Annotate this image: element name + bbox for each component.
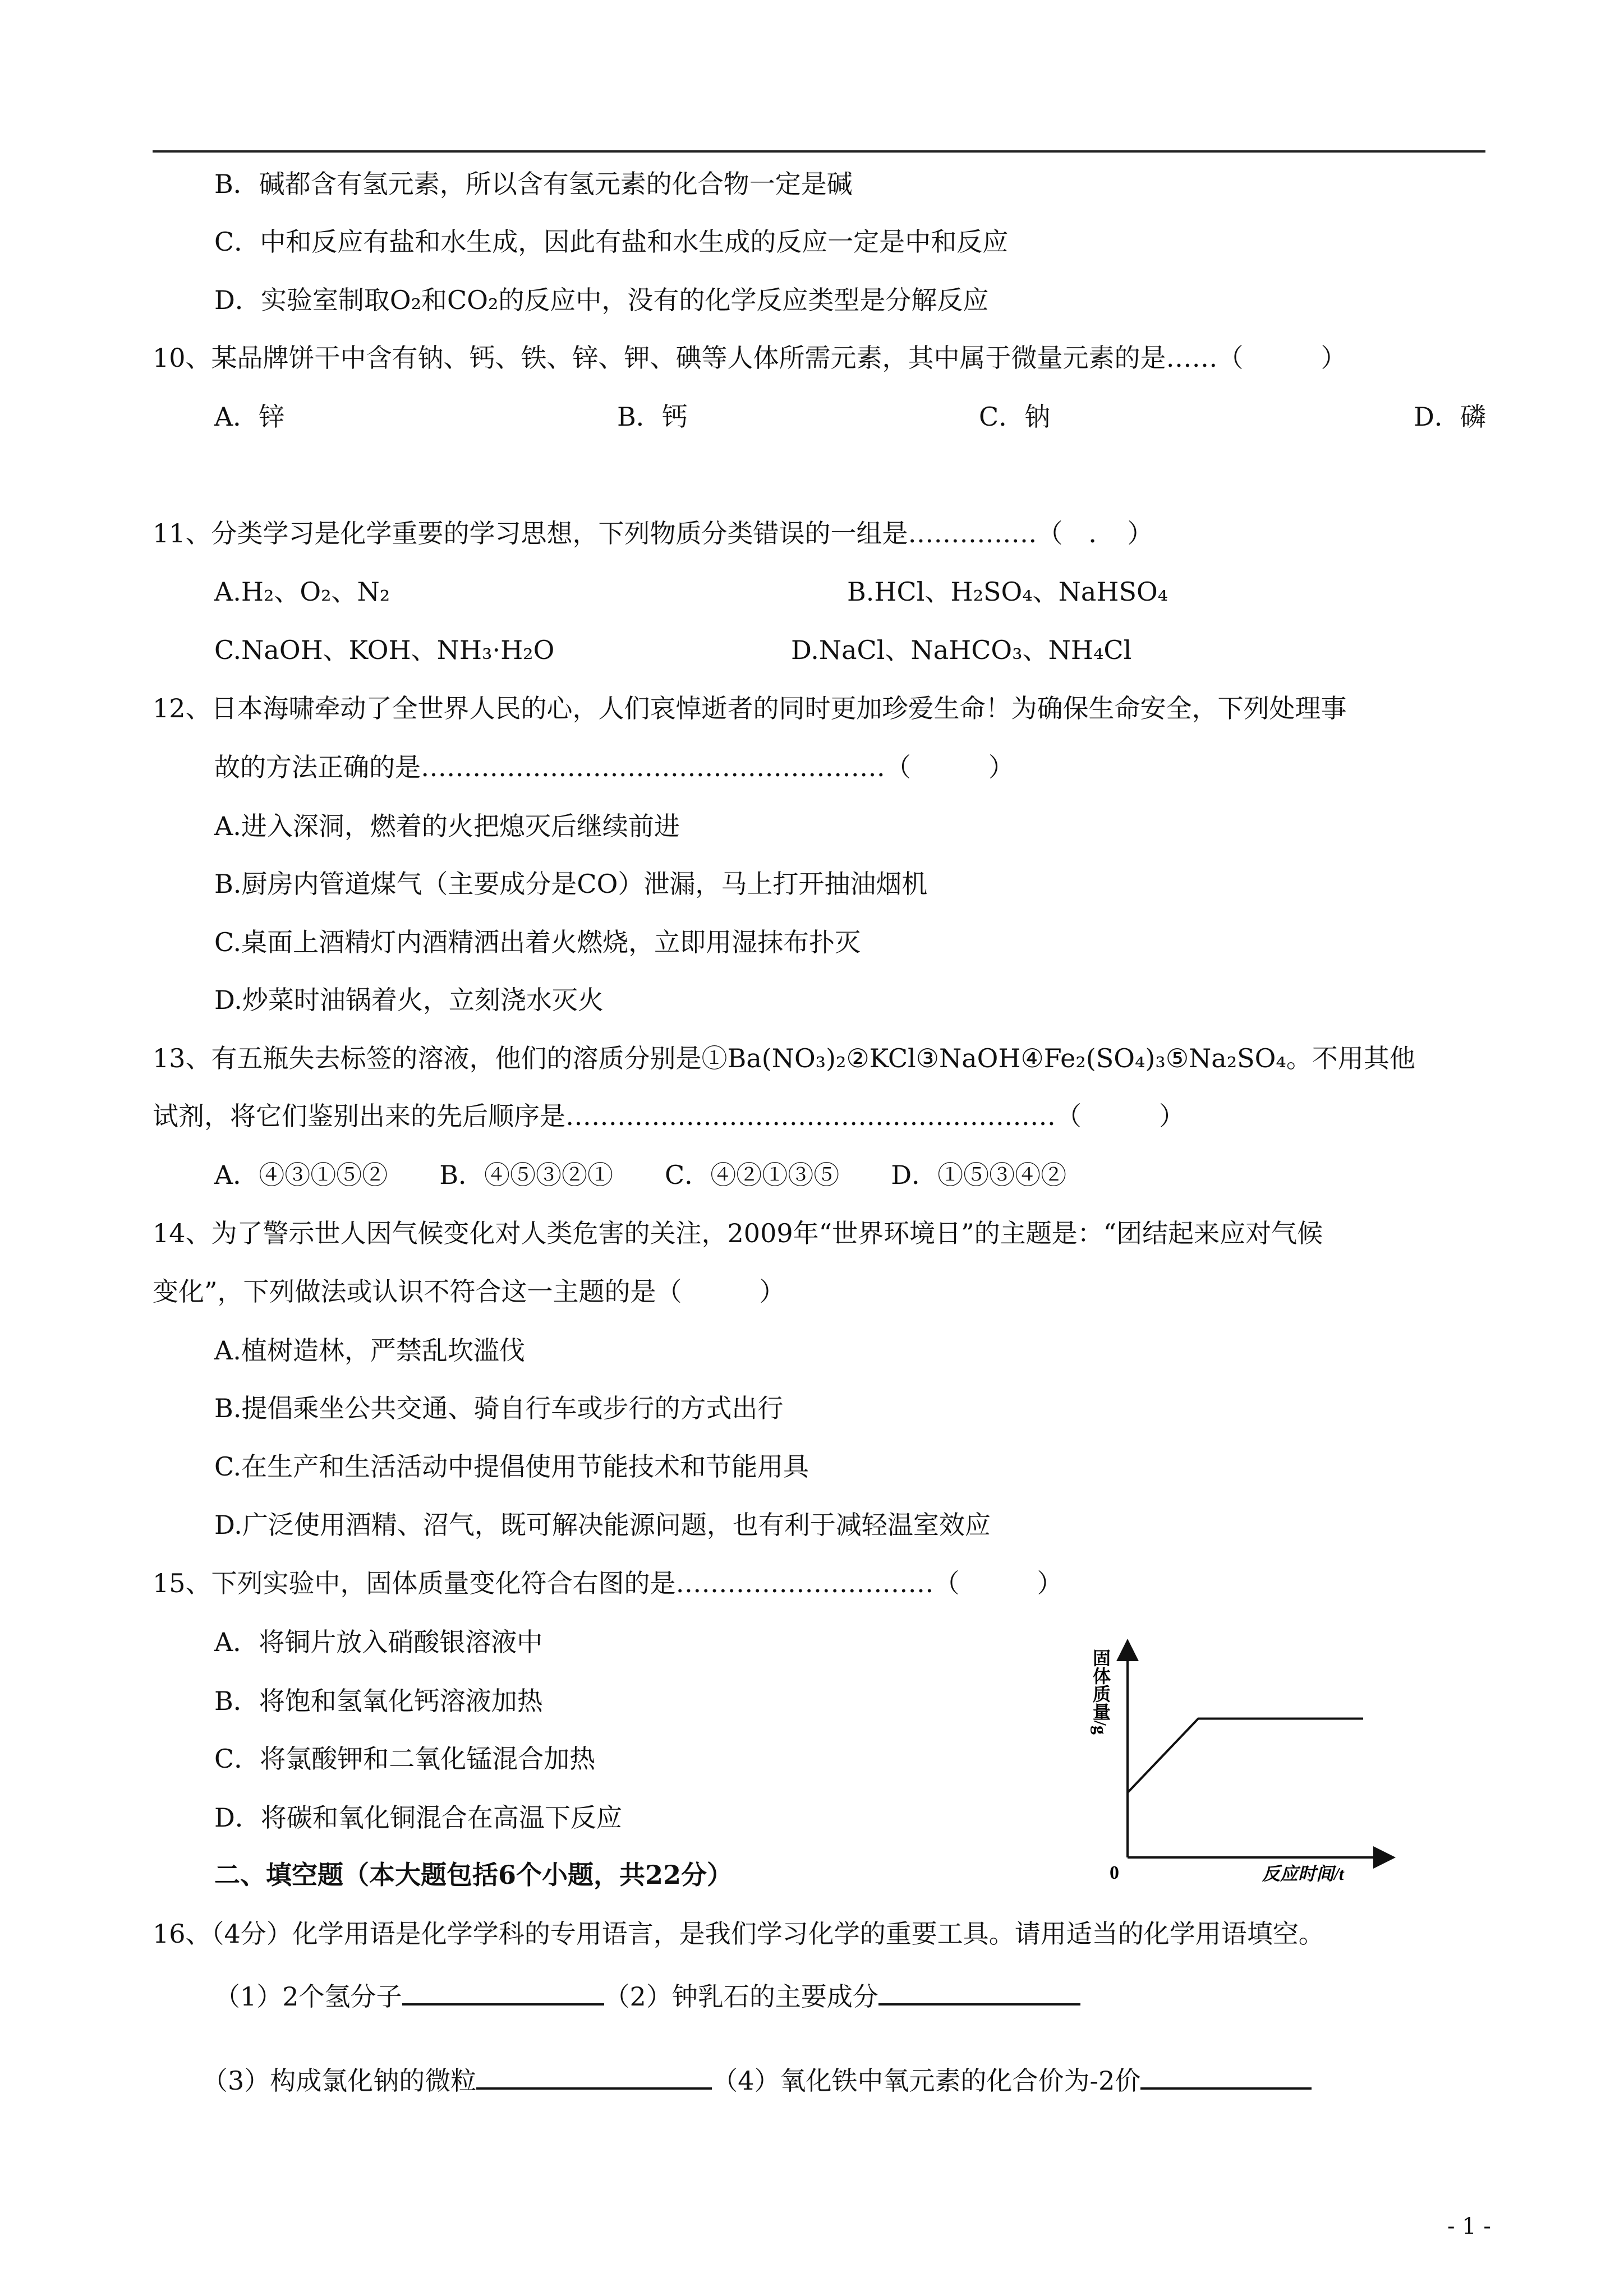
q9-option-b: B．碱都含有氢元素，所以含有氢元素的化合物一定是碱 [214,169,853,199]
q11-option-d: D.NaCl、NaHCO₃、NH₄Cl [791,635,1132,665]
question-12-cont: 故的方法正确的是………………………………………………（ ） [214,752,1014,782]
q10-option-c: C．钠 [979,402,1051,432]
q11-option-a: A.H₂、O₂、N₂ [214,577,390,607]
q15-option-d: D．将碳和氧化铜混合在高温下反应 [214,1802,622,1833]
q16-part-2-blank[interactable] [878,1980,1080,2005]
q14-option-a: A.植树造林，严禁乱坎滥伐 [214,1335,525,1366]
question-14: 14、为了警示世人因气候变化对人类危害的关注，2009年“世界环境日”的主题是：“团结起来应对气候 [153,1218,1323,1248]
q12-option-d: D.炒菜时油锅着火，立刻浇水灭火 [214,985,604,1015]
q15-option-b: B．将饱和氢氧化钙溶液加热 [214,1686,543,1716]
q16-part-2-label: （2）钟乳石的主要成分 [604,1981,878,2012]
y-axis-label: 固体质量/g [1091,1649,1111,1735]
q16-part-1 [214,1980,1080,2012]
question-12: 12、日本海啸牵动了全世界人民的心，人们哀悼逝者的同时更加珍爱生命！为确保生命安全，下列处理事 [153,693,1347,723]
q16-part-3 [202,2064,1312,2094]
q16-part-3-blank[interactable] [476,2064,712,2090]
q13-options: A．④③①⑤② B．④⑤③②① C．④②①③⑤ D．①⑤③④② [214,1160,1067,1190]
q15-option-a: A．将铜片放入硝酸银溶液中 [214,1627,543,1657]
q16-part-1-label: （1）2个氢分子 [214,1981,402,2012]
q10-option-a: A．锌 [214,402,285,432]
question-13-cont: 试剂，将它们鉴别出来的先后顺序是…………………………………………………（ ） [153,1101,1185,1131]
mass-time-graph [1091,1638,1397,1884]
q14-option-c: C.在生产和生活活动中提倡使用节能技术和节能用具 [214,1451,809,1482]
question-13: 13、有五瓶失去标签的溶液，他们的溶质分别是①Ba(NO₃)₂②KCl③NaOH④Fe₂(SO₄)₃⑤Na₂SO₄。不用其他 [153,1043,1415,1073]
question-14-cont: 变化”，下列做法或认识不符合这一主题的是（ ） [153,1276,785,1307]
question-16: 16、（4分）化学用语是化学学科的专用语言，是我们学习化学的重要工具。请用适当的化学用语填空。 [153,1919,1324,1949]
q11-option-c: C.NaOH、KOH、NH₃·H₂O [214,635,555,665]
section-2-heading: 二、填空题（本大题包括6个小题，共22分） [214,1860,733,1890]
header-rule [153,150,1485,153]
origin-label: 0 [1110,1862,1119,1883]
q16-part-4-blank[interactable] [1140,2064,1312,2090]
question-11: 11、分类学习是化学重要的学习思想，下列物质分类错误的一组是……………（ ． ） [153,518,1153,548]
question-15: 15、下列实验中，固体质量变化符合右图的是…………………………（ ） [153,1568,1063,1598]
q16-part-1-blank[interactable] [402,1980,604,2005]
q12-option-a: A.进入深洞，燃着的火把熄灭后继续前进 [214,811,680,841]
q12-option-b: B.厨房内管道煤气（主要成分是CO）泄漏，马上打开抽油烟机 [214,869,928,899]
q10-option-d: D．磷 [1414,402,1486,432]
q12-option-c: C.桌面上酒精灯内酒精洒出着火燃烧，立即用湿抹布扑灭 [214,927,861,957]
q9-option-d: D．实验室制取O₂和CO₂的反应中，没有的化学反应类型是分解反应 [214,285,989,315]
question-10: 10、某品牌饼干中含有钠、钙、铁、锌、钾、碘等人体所需元素，其中属于微量元素的是……（ ） [153,343,1347,373]
mass-curve [1128,1719,1363,1793]
q16-part-4-label: （4）氧化铁中氧元素的化合价为-2价 [712,2066,1141,2096]
x-axis-label: 反应时间/t [1262,1864,1344,1884]
page-number: - 1 - [1447,2214,1491,2239]
q9-option-c: C．中和反应有盐和水生成，因此有盐和水生成的反应一定是中和反应 [214,227,1009,257]
q11-option-b: B.HCl、H₂SO₄、NaHSO₄ [847,577,1168,607]
q10-option-b: B．钙 [617,402,688,432]
q16-part-3-label: （3）构成氯化钠的微粒 [202,2066,477,2096]
q14-option-d: D.广泛使用酒精、沼气，既可解决能源问题，也有利于减轻温室效应 [214,1510,991,1540]
q15-option-c: C．将氯酸钾和二氧化锰混合加热 [214,1744,596,1774]
q14-option-b: B.提倡乘坐公共交通、骑自行车或步行的方式出行 [214,1393,784,1423]
